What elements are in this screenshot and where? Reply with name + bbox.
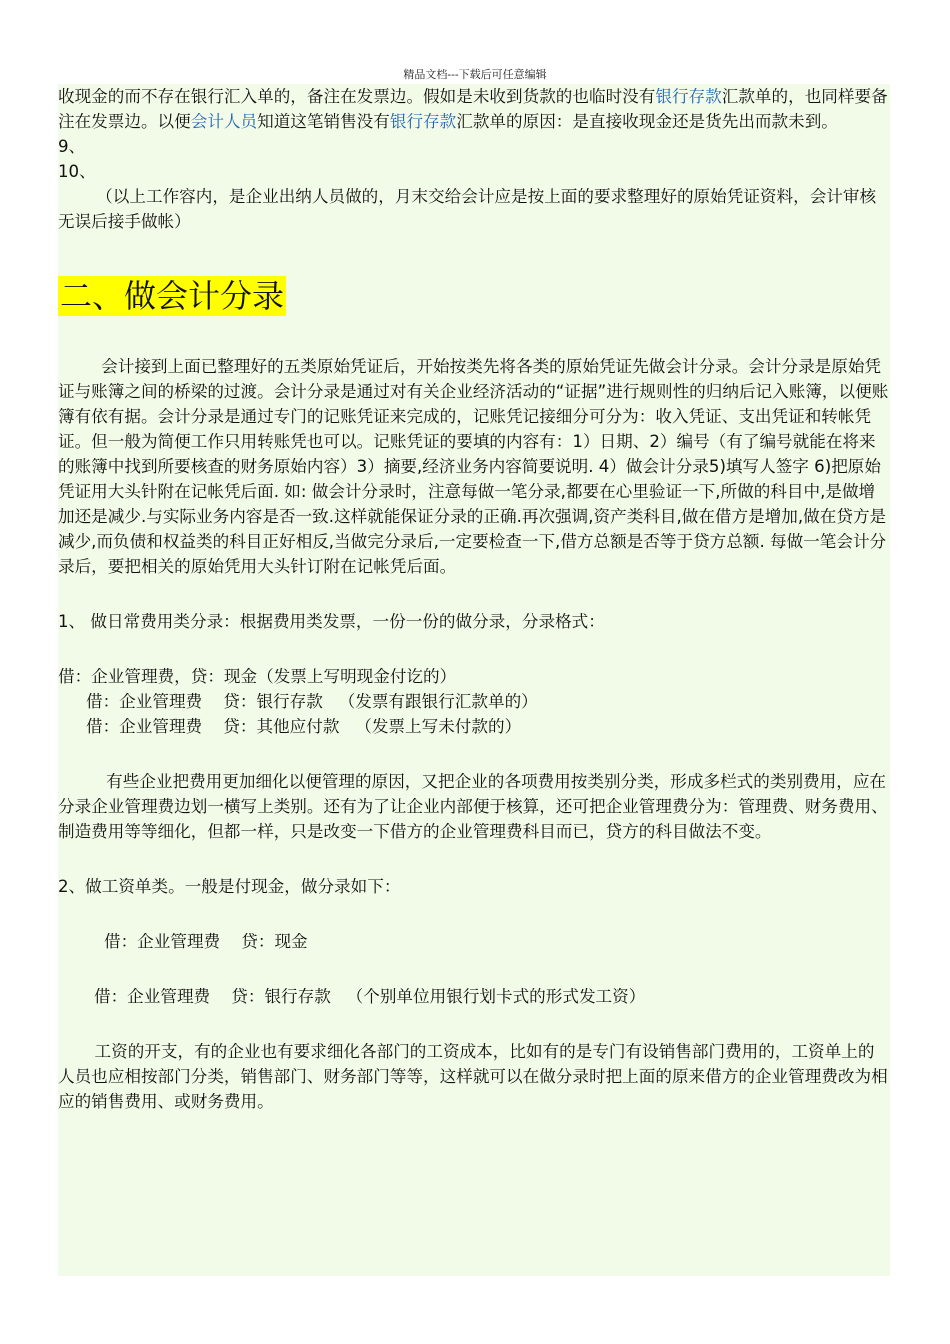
list-item-10: 10、 (58, 162, 96, 181)
list-item-1: 1、 做日常费用类分录：根据费用类发票，一份一份的做分录，分录格式： (58, 612, 605, 631)
text-span: 汇款单的原因：是直接收现金还是货先出而款未到。 (456, 112, 838, 131)
list-item-2: 2、做工资单类。一般是付现金，做分录如下： (58, 877, 401, 896)
page-header: 精品文档---下载后可任意编辑 (403, 68, 547, 81)
section-heading-wrap (58, 276, 890, 316)
intro-paragraph (58, 84, 890, 134)
journal-entry-3: 借：企业管理费 贷：其他应付款 （发票上写未付款的） (86, 717, 522, 736)
text-span: 收现金的而不存在银行汇入单的，备注在发票边。假如是未收到货款的也临时没有 (58, 87, 656, 106)
journal-entry-2: 借：企业管理费 贷：银行存款 （发票有跟银行汇款单的） (86, 692, 538, 711)
section-paragraph-2: 有些企业把费用更加细化以便管理的原因，又把企业的各项费用按类别分类，形成多栏式的类别费用，应在分录企业管理费边划一横写上类别。还有为了让企业内部便于核算，还可把企业管理费分为：管理费、财务费用、制造费用等等细化，但都一样，只是改变一下借方的企业管理费科目而已，贷方的科目做法不变。 (58, 772, 888, 841)
note-paragraph: （以上工作容内，是企业出纳人员做的，月末交给会计应是按上面的要求整理好的原始凭证资料，会计审核无误后接手做帐） (58, 187, 877, 231)
journal-entry-5: 借：企业管理费 贷：银行存款 （个别单位用银行划卡式的形式发工资） (94, 987, 646, 1006)
journal-entry-4: 借：企业管理费 贷：现金 (104, 932, 308, 951)
journal-entry-1: 借：企业管理费，贷：现金（发票上写明现金付讫的） (58, 667, 457, 686)
text-span: 汇款单的，也同样要备注在发票边。以便 (58, 87, 888, 131)
document-body (58, 84, 890, 1276)
section-heading: 二、做会计分录 (60, 277, 285, 315)
text-span: 知道这笔销售没有 (257, 112, 390, 131)
link-bank-deposit-2[interactable]: 银行存款 (389, 112, 457, 131)
link-bank-deposit-1[interactable]: 银行存款 (655, 87, 722, 106)
section-paragraph-3: 工资的开支，有的企业也有要求细化各部门的工资成本，比如有的是专门有设销售部门费用的，工资单上的人员也应相按部门分类，销售部门、财务部门等等，这样就可以在做分录时把上面的原来借方的企业管理费改为相应的销售费用、或财务费用。 (58, 1042, 888, 1111)
section-paragraph-1: 会计接到上面已整理好的五类原始凭证后，开始按类先将各类的原始凭证先做会计分录。会计分录是原始凭证与账簿之间的桥梁的过渡。会计分录是通过对有关企业经济活动的“证据”进行规则性的归纳后记入账簿，以便账簿有依有据。会计分录是通过专门的记账凭证来完成的，记账凭记接细分可分为：收入凭证、支出凭证和转帐凭证。但一般为简便工作只用转账凭也可以。记账凭证的要填的内容有：1）日期、2）编号（有了编号就能在将来的账簿中找到所要核查的财务原始内容）3）摘要,经济业务内容简要说明. 4）做会计分录5)填写人签字 6)把原始凭证用大头针附在记帐凭后面. 如: 做会计分录时，注意每做一笔分录,都要在心里验证一下,所做的科目中,是做增加还是减少.与实际业务内容是否一致.这样就能保证分录的正确.再次强调,资产类科目,做在借方是增加,做在贷方是减少,而负债和权益类的科目正好相反,当做完分录后,一定要检查一下,借方总额是否等于贷方总额. 每做一笔会计分录后，要把相关的原始凭用大头针订附在记帐凭后面。 (58, 357, 889, 576)
link-accountant[interactable]: 会计人员 (190, 112, 258, 131)
list-item-9: 9、 (58, 137, 86, 156)
